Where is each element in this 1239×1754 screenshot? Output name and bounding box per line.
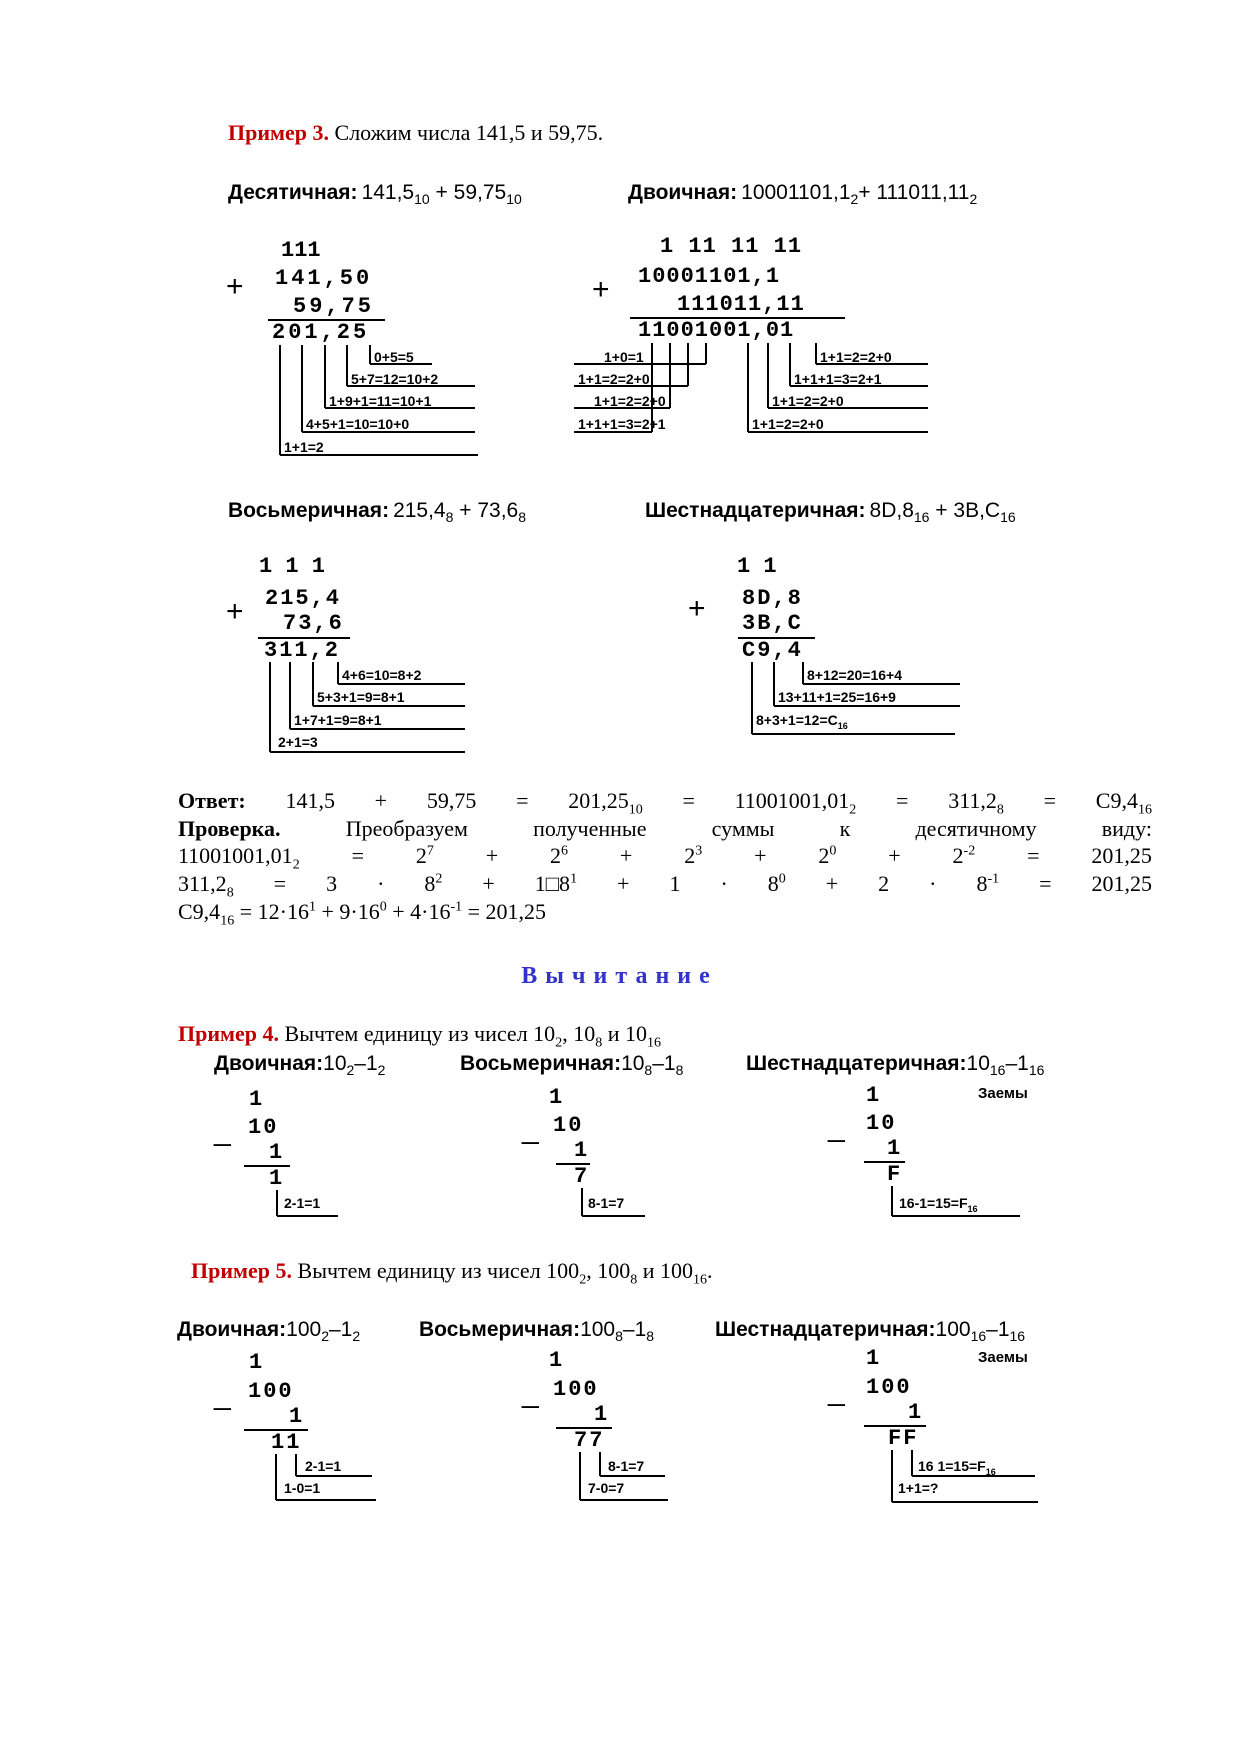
octal-addend-b: 73,6 [283, 611, 344, 636]
ex4-bin-result: 1 [269, 1166, 283, 1191]
example3-text: Сложим числа 141,5 и 59,75. [334, 120, 604, 145]
decimal-ann-2: 1+9+1=11=10+1 [329, 393, 432, 409]
check-term: = [1027, 843, 1040, 868]
answer-item: $201,25_{10}$ [568, 788, 643, 818]
example5-label: Пример 5. [191, 1258, 293, 1283]
decimal-addend-a: 141,50 [275, 266, 373, 291]
ex4-oct-minuend: 10 [553, 1113, 584, 1138]
binary-expr-b: + 111011,11 [858, 181, 970, 204]
octal-addend-a: 215,4 [265, 586, 342, 611]
ex5-loans-label: Заемы [978, 1349, 1028, 1366]
binary-ann-right-2: 1+1=2=2+0 [772, 393, 844, 409]
check-term: $8^2$ [424, 871, 443, 896]
answer-sub: 2 [849, 802, 857, 818]
hex-ann-2-sub: 16 [837, 720, 848, 731]
check-label: Проверка. [178, 816, 281, 841]
ex5-oct-caption: $Восьмеричная:100_8-1_8$ [419, 1318, 655, 1345]
ex5-bin-ann-0: 2-1=1 [305, 1458, 342, 1474]
ex5-oct-minus: _ [522, 1376, 539, 1409]
ex5-oct-ann-1: 7-0=7 [588, 1480, 625, 1496]
example4-text: Вычтем единицу из чисел 10 [284, 1021, 556, 1046]
check-term: = [273, 871, 287, 896]
hex-carry: 1 1 [737, 554, 777, 579]
check-term: $2^{-2}$ [952, 843, 976, 868]
ex4-oct-subtrahend: 1 [574, 1138, 588, 1163]
octal-sub-b: 8 [518, 509, 527, 526]
hex-ann-0: 8+12=20=16+4 [807, 667, 902, 683]
check-term: + [619, 843, 633, 868]
check-term: = [1039, 871, 1052, 896]
binary-addend-b: 111011,11 [677, 292, 805, 317]
answer-sub: 8 [996, 802, 1004, 818]
hex-ann-2-text: 8+3+1=12=C [756, 712, 838, 728]
hex-result: C9,4 [742, 638, 803, 663]
ex4-bin-caption: $Двоичная:10_2-1_2$ [214, 1052, 386, 1079]
answer-label: Ответ: [178, 788, 246, 813]
answer-item: 59,75 [426, 788, 477, 813]
decimal-expr-b: + 59,75 [429, 181, 507, 204]
answer-sub: 16 [1137, 802, 1152, 818]
binary-ann-left-0: 1+0=1 [604, 349, 644, 365]
binary-carry: 1 11 11 11 [660, 234, 803, 259]
answer-item: $C9,4_{16}$ [1095, 788, 1152, 818]
example4-label: Пример 4. [178, 1021, 280, 1046]
octal-ann-0: 4+6=10=8+2 [342, 667, 422, 683]
check-term: 1 [669, 871, 681, 896]
decimal-ann-0: 0+5=5 [374, 349, 414, 365]
octal-result: 311,2 [264, 638, 341, 663]
check-term: · [929, 871, 937, 896]
ex5-oct-result: 77 [574, 1428, 605, 1453]
octal-plus-sign: + [226, 595, 244, 628]
ex5-bin-caption: $Двоичная:100_2-1_2$ [177, 1318, 361, 1345]
ex4-hex-minuend: 10 [866, 1111, 897, 1136]
check-hex-line: $C9,4_{16} = 12\cdot 16^1 + 9\cdot 16^0 + 4\cdot 16^{-1} = 201,25$ [178, 899, 547, 929]
check-term: + [825, 871, 839, 896]
subtraction-title: Вычитание [521, 963, 718, 989]
ex5-bin-borrow: 1 [249, 1350, 263, 1375]
check-term: + [888, 843, 901, 868]
check-term: · [720, 871, 728, 896]
check-term: $2^3$ [684, 843, 703, 868]
ex4-hex-subtrahend: 1 [887, 1136, 901, 1161]
octal-ann-2: 1+7+1=9=8+1 [294, 712, 382, 728]
binary-ann-right-0: 1+1=2=2+0 [820, 349, 892, 365]
hex-sub-a: 16 [913, 509, 930, 526]
example3-label: Пример 3. [228, 120, 330, 145]
answer-item: 141,5 [285, 788, 335, 813]
answer-item: $311,2_8$ [948, 788, 1004, 818]
ex4-bin-subtrahend: 1 [269, 1140, 283, 1165]
check-term: $2^0$ [818, 843, 837, 868]
ex4-bin-ann: 2-1=1 [284, 1195, 321, 1211]
answer-sub: 10 [628, 802, 643, 818]
hex-plus-sign: + [688, 592, 706, 625]
check-term: + [617, 871, 630, 896]
decimal-expr-a: 141,5 [361, 181, 415, 204]
ex4-bin-minus: _ [214, 1114, 231, 1147]
octal-sub-a: 8 [445, 509, 454, 526]
octal-expr-a: 215,4 [393, 499, 446, 522]
check-term: · [377, 871, 385, 896]
binary-caption-label: Двоичная: [628, 181, 738, 204]
ex5-hex-minuend: 100 [866, 1375, 912, 1400]
ex5-bin-minuend: 100 [248, 1379, 294, 1404]
decimal-ann-1: 5+7=12=10+2 [351, 371, 439, 387]
binary-sub-a: 2 [850, 191, 859, 208]
ex5-bin-result: 11 [271, 1430, 302, 1455]
octal-ann-1: 5+3+1=9=8+1 [317, 689, 405, 705]
check-term: $311,2_8$ [178, 871, 234, 901]
binary-ann-left-3: 1+1+1=3=2+1 [578, 416, 666, 432]
check-term: + [485, 843, 499, 868]
binary-ann-right-1: 1+1+1=3=2+1 [794, 371, 882, 387]
decimal-ann-3: 4+5+1=10=10+0 [306, 416, 410, 432]
decimal-sub-b: 10 [506, 191, 522, 208]
ex5-hex-minus: _ [828, 1374, 845, 1407]
binary-sub-b: 2 [969, 191, 978, 208]
answer-item: = [896, 788, 909, 813]
octal-carry: 1 1 1 [259, 554, 326, 579]
octal-caption-label: Восьмеричная: [228, 499, 390, 522]
hex-expr-b: + 3B,C [929, 499, 1001, 522]
ex4-bin-borrow: 1 [249, 1087, 263, 1112]
ex4-hex-borrow: 1 [866, 1083, 880, 1108]
answer-item: = [516, 788, 529, 813]
answer-item: + [374, 788, 388, 813]
hex-expr-a: 8D,8 [869, 499, 914, 522]
binary-result: 11001001,01 [638, 318, 795, 343]
binary-ann-left-2: 1+1=2=2+0 [594, 393, 666, 409]
ex5-hex-subtrahend: 1 [908, 1400, 922, 1425]
ex4-oct-borrow: 1 [549, 1085, 563, 1110]
check-term: 3 [326, 871, 338, 896]
ex4-bin-minuend: 10 [248, 1115, 279, 1140]
check-word: полученные [533, 816, 647, 841]
example4-heading: Пример 4. Вычтем единицу из чисел $10_2$, $10_8$ и $10_{16}$ [178, 1021, 661, 1051]
check-term: $2^7$ [415, 843, 434, 868]
ex5-bin-subtrahend: 1 [289, 1404, 303, 1429]
ex4-oct-minus: _ [522, 1112, 539, 1145]
ex5-hex-ann-1: 1+1=? [898, 1480, 939, 1496]
ex5-oct-borrow: 1 [549, 1348, 563, 1373]
ex4-hex-minus: _ [828, 1110, 845, 1143]
ex5-bin-minus: _ [214, 1378, 231, 1411]
octal-expr-b: + 73,6 [453, 499, 519, 522]
check-term: + [482, 871, 495, 896]
ex4-hex-result: F [887, 1162, 901, 1187]
check-word: виду: [1101, 816, 1152, 841]
decimal-sub-a: 10 [414, 191, 430, 208]
binary-ann-left-1: 1+1=2=2+0 [578, 371, 650, 387]
decimal-ann-4: 1+1=2 [284, 439, 324, 455]
binary-ann-right-3: 1+1=2=2+0 [752, 416, 824, 432]
ex4-oct-result: 7 [574, 1164, 588, 1189]
ex5-oct-subtrahend: 1 [594, 1402, 608, 1427]
decimal-addend-b: 59,75 [293, 294, 375, 319]
example5-text: Вычтем единицу из чисел 100 [297, 1258, 580, 1283]
decimal-plus-sign: + [226, 270, 244, 303]
example5-heading: Пример 5. Вычтем единицу из чисел $100_2$, $100_8$ и $100_{16}$. [191, 1258, 713, 1288]
check-term: 201,25 [1091, 871, 1152, 896]
ex4-oct-ann: 8-1=7 [588, 1195, 625, 1211]
check-term: $1□8^1$ [534, 871, 578, 896]
hex-caption-label: Шестнадцатеричная: [645, 499, 866, 522]
ex4-loans-label: Заемы [978, 1085, 1028, 1102]
hex-sub-b: 16 [1000, 509, 1016, 526]
check-term: 2 [878, 871, 890, 896]
ex5-oct-ann-0: 8-1=7 [608, 1458, 645, 1474]
ex5-hex-result: FF [888, 1426, 919, 1451]
answer-item: = [1043, 788, 1057, 813]
ex5-bin-ann-1: 1-0=1 [284, 1480, 321, 1496]
check-term: + [754, 843, 767, 868]
hex-addend-b: 3B,C [742, 611, 803, 636]
ex5-hex-borrow: 1 [866, 1346, 880, 1371]
ex5-oct-minuend: 100 [553, 1377, 599, 1402]
check-term: 201,25 [1091, 843, 1152, 868]
check-term: $11001001,01_2$ [178, 843, 300, 873]
answer-item: $11001001,01_2$ [734, 788, 857, 818]
check-term: $8^{-1}$ [976, 871, 1000, 896]
hex-addend-a: 8D,8 [742, 586, 803, 611]
ex4-oct-caption: $Восьмеричная:10_8-1_8$ [460, 1052, 684, 1079]
ex5-hex-caption: $Шестнадцатеричная:100_{16}-1_{16}$ [715, 1318, 1026, 1345]
ex5-hex-ann-0: 16 $1=15=F_{16}$ [918, 1458, 996, 1477]
ex4-hex-caption: $Шестнадцатеричная:10_{16}-1_{16}$ [746, 1052, 1045, 1079]
binary-addend-a: 10001101,1 [638, 264, 781, 289]
check-word: к [839, 816, 851, 841]
octal-ann-3: 2+1=3 [278, 734, 318, 750]
check-word: Преобразуем [345, 816, 468, 841]
answer-item: = [682, 788, 695, 813]
hex-ann-1: 13+11+1=25=16+9 [778, 689, 896, 705]
check-word: суммы [711, 816, 775, 841]
check-term: $2^6$ [550, 843, 569, 868]
ex4-hex-ann: $16-1=15=F_{16}$ [899, 1195, 978, 1214]
check-term: = [351, 843, 364, 868]
check-word: десятичному [915, 816, 1037, 841]
decimal-carry: 111 [281, 238, 321, 263]
check-term: $8^0$ [767, 871, 786, 896]
binary-plus-sign: + [592, 273, 610, 306]
decimal-result: 201,25 [272, 320, 370, 345]
decimal-caption-label: Десятичная: [228, 181, 358, 204]
binary-expr-a: 10001101,1 [741, 181, 851, 204]
